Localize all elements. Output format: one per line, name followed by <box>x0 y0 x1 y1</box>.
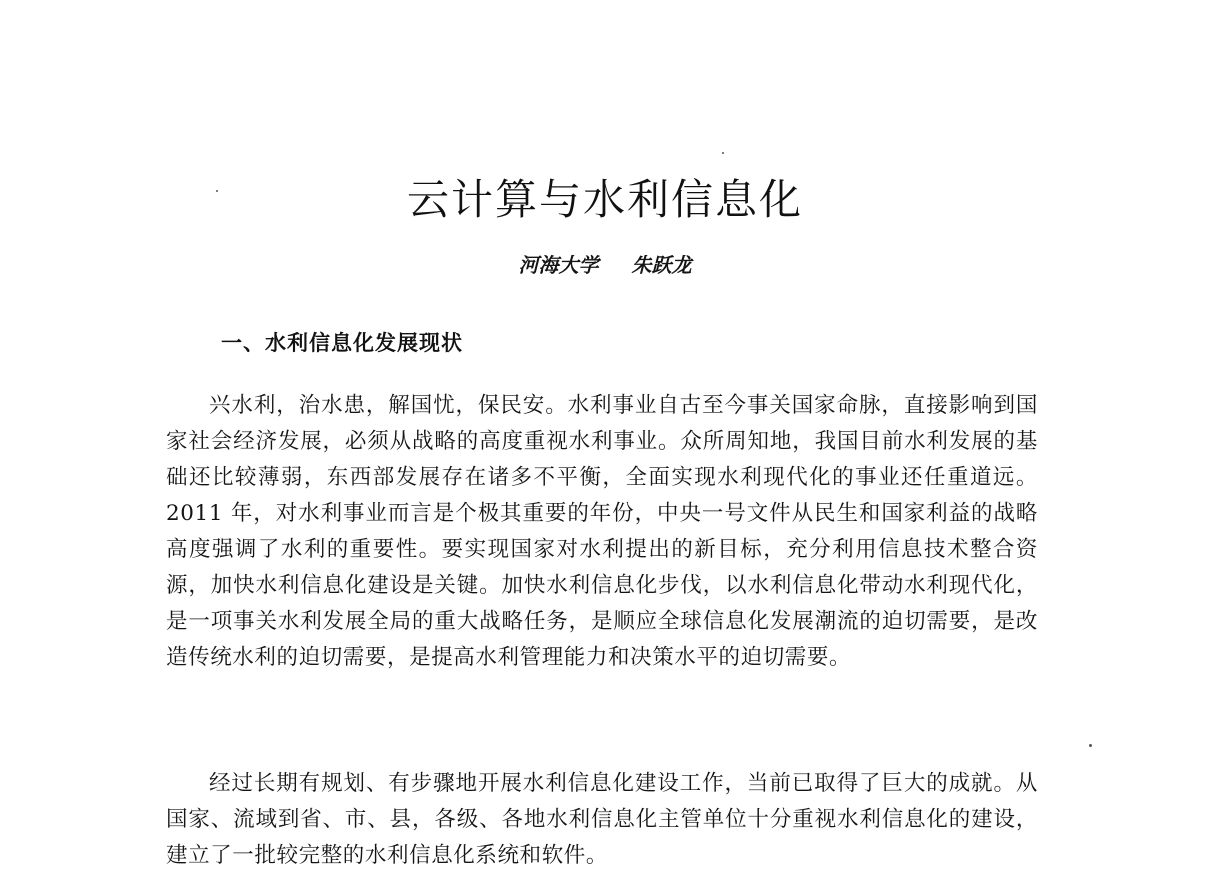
body-paragraph: 经过长期有规划、有步骤地开展水利信息化建设工作，当前已取得了巨大的成就。从国家、流域到省、市、县，各级、各地水利信息化主管单位十分重视水利信息化的建设，建立了一批较完整的水利信息化系统和软件。 <box>166 771 1038 868</box>
scan-speck <box>722 152 724 154</box>
author-affiliation: 河海大学 <box>518 253 599 277</box>
document-title: 云计算与水利信息化 <box>406 175 803 224</box>
author-line <box>0 251 1210 279</box>
body-paragraph: 兴水利，治水患，解国忧，保民安。水利事业自古至今事关国家命脉，直接影响到国家社会经济发展，必须从战略的高度重视水利事业。众所周知地，我国目前水利发展的基础还比较薄弱，东西部发展存在诸多不平衡，全面实现水利现代化的事业还任重道远。2011 年，对水利事业而言是个极其重要的年份，中央一号文件从民生和国家利益的战略高度强调了水利的重要性。要实现国家对水利提出的新目标，充分利用信息技术整合资源，加快水利信息化建设是关键。加快水利信息化步伐，以水利信息化带动水利现代化，是一项事关水利发展全局的重大战略任务，是顺应全球信息化发展潮流的迫切需要，是改造传统水利的迫切需要，是提高水利管理能力和决策水平的迫切需要。 <box>166 393 1038 670</box>
section-heading: 一、水利信息化发展现状 <box>221 331 463 355</box>
author-name: 朱跃龙 <box>631 253 692 277</box>
scan-speck <box>1089 744 1092 747</box>
scan-speck <box>216 190 218 192</box>
